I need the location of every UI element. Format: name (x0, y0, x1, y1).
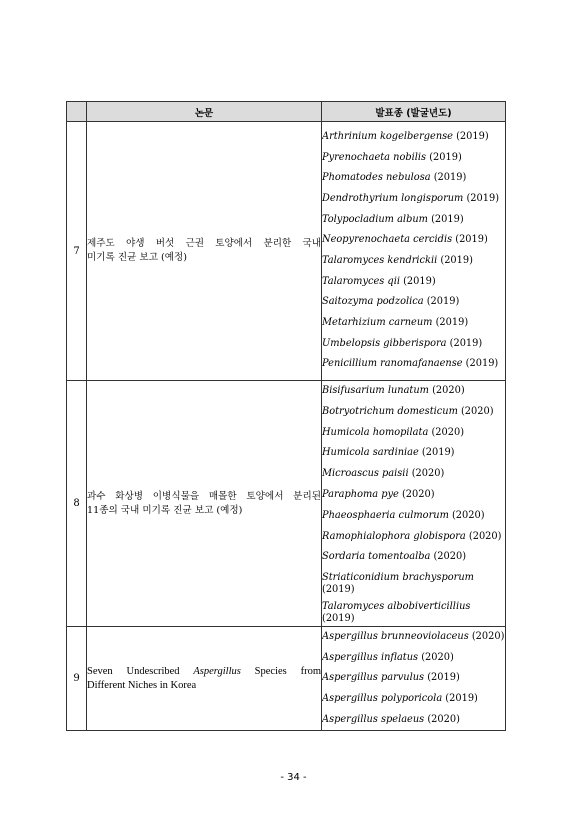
table-header-row (67, 102, 506, 122)
species-name: Sordaria tomentoalba (322, 551, 431, 563)
species-item (322, 251, 505, 272)
species-item (322, 210, 505, 231)
species-year: (2020) (401, 488, 435, 500)
paper-title (87, 122, 322, 381)
species-item (322, 597, 505, 626)
species-year: (2019) (426, 296, 460, 308)
species-name: Aspergillus polyporicola (322, 692, 443, 704)
species-name: Pyrenochaeta nobilis (322, 151, 427, 163)
species-item (322, 148, 505, 169)
species-year: (2020) (421, 651, 454, 663)
species-name: Humicola sardiniae (322, 447, 419, 459)
species-table (66, 101, 506, 731)
species-year: (2019) (433, 172, 467, 184)
paper-title (87, 627, 322, 731)
table-row (67, 122, 506, 381)
page-number: - 34 - (280, 772, 307, 783)
species-year: (2020) (431, 426, 465, 438)
species-year: (2019) (427, 672, 460, 684)
header-paper: 논문 (87, 102, 322, 122)
species-item (322, 230, 505, 251)
species-item (322, 668, 505, 689)
species-year: (2020) (411, 468, 445, 480)
species-list (322, 122, 506, 381)
species-year: (2019) (322, 584, 355, 596)
species-name: Talaromyces albobiverticillius (322, 601, 471, 613)
species-item (322, 354, 505, 375)
species-name: Humicola homopilata (322, 426, 429, 438)
header-species: 발표종 (발굴년도) (322, 102, 506, 122)
species-item (322, 648, 505, 669)
species-item (322, 627, 505, 648)
paper-title-line: 제주도 야생 버섯 근권 토양에서 분리한 국내 (87, 238, 321, 249)
species-item (322, 443, 505, 464)
species-item (322, 402, 505, 423)
species-list (322, 627, 506, 731)
species-year: (2019) (465, 358, 499, 370)
species-item (322, 464, 505, 485)
species-year: (2020) (427, 713, 460, 725)
species-year: (2019) (445, 692, 478, 704)
species-item (322, 568, 505, 597)
species-name: Phaeosphaeria culmorum (322, 509, 449, 521)
species-name: Neopyrenochaeta cercidis (322, 234, 453, 246)
species-name: Bisifusarium lunatum (322, 385, 429, 396)
species-name: Aspergillus spelaeus (322, 713, 425, 725)
species-name: Metarhizium carneum (322, 317, 433, 329)
species-item (322, 485, 505, 506)
species-item (322, 189, 505, 210)
species-name: Botryotrichum domesticum (322, 405, 458, 417)
paper-title-line: Seven Undescribed Aspergillus Species from (87, 665, 321, 677)
species-year: (2019) (429, 151, 462, 163)
species-name: Arthrinium kogelbergense (322, 130, 453, 142)
species-year: (2020) (433, 551, 467, 563)
species-item (322, 292, 505, 313)
species-name: Striaticonidium brachysporum (322, 572, 474, 584)
species-name: Paraphoma pye (322, 488, 399, 500)
table-row (67, 381, 506, 627)
species-item (322, 168, 505, 189)
species-year: (2020) (468, 530, 502, 542)
paper-title (87, 381, 322, 627)
genus-name: Aspergillus (193, 665, 241, 677)
species-year: (2019) (431, 213, 464, 225)
species-item (322, 127, 505, 148)
species-name: Dendrothyrium longisporum (322, 192, 464, 204)
species-year: (2020) (432, 385, 465, 396)
paper-title-line: 과수 화상병 이병식물을 매몰한 토양에서 분리된 (87, 490, 321, 502)
species-name: Aspergillus parvulus (322, 672, 425, 684)
paper-title-line: 미기록 진균 보고 (예정) (87, 252, 188, 263)
species-name: Umbelopsis gibberispora (322, 337, 447, 349)
species-item (322, 689, 505, 710)
species-list (322, 381, 506, 627)
row-number: 7 (67, 122, 87, 381)
species-item (322, 381, 505, 402)
species-name: Microascus paisii (322, 468, 409, 480)
species-year: (2019) (456, 130, 489, 142)
row-number: 9 (67, 627, 87, 731)
species-item (322, 272, 505, 293)
species-year: (2019) (466, 192, 500, 204)
species-name: Ramophialophora globispora (322, 530, 466, 542)
row-number: 8 (67, 381, 87, 627)
species-year: (2019) (455, 234, 488, 246)
species-item (322, 506, 505, 527)
paper-title-line: Different Niches in Korea (87, 679, 197, 691)
species-year: (2020) (451, 509, 485, 521)
species-item (322, 334, 505, 355)
species-year: (2019) (403, 275, 436, 287)
table-row (67, 627, 506, 731)
species-name: Phomatodes nebulosa (322, 172, 431, 184)
species-year: (2019) (322, 613, 355, 625)
species-item (322, 423, 505, 444)
species-year: (2020) (460, 405, 494, 417)
species-item (322, 313, 505, 334)
species-item (322, 547, 505, 568)
paper-title-line: 11종의 국내 미기록 진균 보고 (예정) (87, 504, 243, 516)
species-item (322, 710, 505, 731)
header-num (67, 102, 87, 122)
species-name: Tolypocladium album (322, 213, 428, 225)
species-name: Talaromyces kendrickii (322, 255, 438, 266)
species-name: Aspergillus inflatus (322, 651, 419, 663)
species-name: Aspergillus brunneoviolaceus (322, 631, 469, 643)
species-name: Saitozyma podzolica (322, 296, 424, 308)
species-name: Talaromyces qii (322, 275, 400, 287)
species-year: (2019) (449, 337, 483, 349)
species-year: (2020) (471, 631, 505, 643)
species-year: (2019) (440, 255, 473, 266)
species-item (322, 527, 505, 548)
species-year: (2019) (435, 317, 469, 329)
species-name: Penicillium ranomafanaense (322, 358, 463, 370)
species-year: (2019) (421, 447, 455, 459)
